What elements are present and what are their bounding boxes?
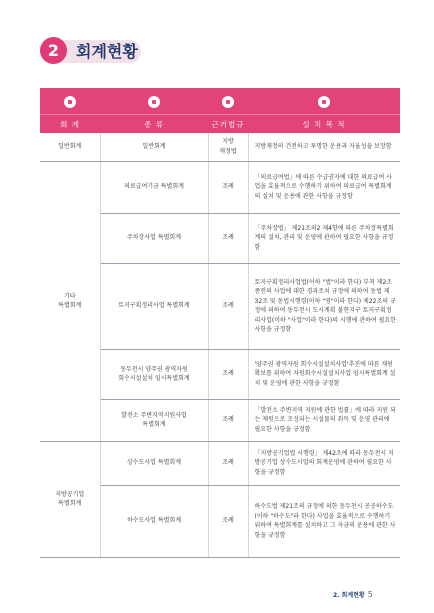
star-icon bbox=[148, 96, 160, 108]
account-category-cell bbox=[40, 161, 100, 441]
account-name-cell bbox=[100, 399, 208, 441]
account-name-cell: 일반회계 bbox=[100, 133, 208, 161]
account-category-cell bbox=[40, 441, 100, 557]
purpose-cell: 토지구획정리사업법(이하 "법"이라 한다) 부칙 제2조 종전의 사업에 대한 경과조치 규정에 의하여 동법 제32조 및 동법시행령(이하 "영"이라 한다) 제22조의 규정에 의하여 동두천시 도시계획 불현지구 토지구획정리사업(이하 "사업"이라 한다)의 시행에 관하여 필요한 사항을 규정함 bbox=[248, 263, 400, 349]
account-name-cell: 토지구획정리사업 특별회계 bbox=[100, 263, 208, 349]
legal-basis-cell bbox=[208, 133, 248, 161]
account-category-cell: 일반회계 bbox=[40, 133, 100, 161]
account-name-text: 발전소 주변지역지원사업 특별회계 bbox=[121, 411, 187, 428]
legal-basis-cell: 조례 bbox=[208, 399, 248, 441]
purpose-cell: 지방재정의 건전하고 투명한 운용과 자율성을 보장함 bbox=[248, 133, 400, 161]
header-type: 종 류 bbox=[100, 115, 208, 134]
header-icon-cell bbox=[208, 88, 248, 115]
accounts-table bbox=[40, 88, 400, 558]
account-name-cell bbox=[100, 349, 208, 399]
account-category-text: 기타 특별회계 bbox=[58, 292, 82, 309]
account-name-cell: 상수도사업 특별회계 bbox=[100, 441, 208, 485]
table-row bbox=[40, 441, 400, 485]
legal-basis-cell: 조례 bbox=[208, 213, 248, 263]
purpose-cell: 하수도법 제21조의 규정에 의한 동두천시 공공하수도(이하 "하수도"라 한다) 사업을 효율적으로 수행하기 위하여 특별회계를 설치하고 그 자금의 운용에 관한 사항을 규정함 bbox=[248, 485, 400, 557]
account-name-cell: 주차장사업 특별회계 bbox=[100, 213, 208, 263]
check-clipboard-icon bbox=[318, 96, 330, 108]
header-account: 회 계 bbox=[40, 115, 100, 134]
purpose-cell: 「지방공기업법 시행령」 제42조에 따라 동두천시 지방공기업 상수도사업의 회계운영에 관하여 필요한 사항을 규정함 bbox=[248, 441, 400, 485]
calculator-icon bbox=[64, 96, 76, 108]
legal-basis-cell: 조례 bbox=[208, 441, 248, 485]
header-basis: 근거법규 bbox=[208, 115, 248, 134]
page-footer bbox=[333, 590, 373, 599]
gavel-icon bbox=[222, 96, 234, 108]
legal-basis-cell: 조례 bbox=[208, 263, 248, 349]
legal-basis-cell: 조례 bbox=[208, 161, 248, 213]
table-row bbox=[40, 161, 400, 213]
header-icon-cell bbox=[248, 88, 400, 115]
account-category-text: 지방공기업 특별회계 bbox=[55, 490, 85, 507]
account-name-cell: 하수도사업 특별회계 bbox=[100, 485, 208, 557]
page-number: 5 bbox=[367, 590, 373, 599]
purpose-cell: 「발전소 주변지역 지원에 관한 법률」에 따라 지원 되는 재원으로 조성되는 시설물의 취득 및 운영 관리에 필요한 사항을 규정함 bbox=[248, 399, 400, 441]
table-row bbox=[40, 133, 400, 161]
footer-section-label: 2. 회계현황 bbox=[333, 592, 365, 599]
account-name-text: 동두천시 양주권 광역자원 회수시설설치 임시특별회계 bbox=[118, 365, 190, 382]
section-number-badge: 2 bbox=[40, 37, 67, 64]
account-name-cell: 의료급여기금 특별회계 bbox=[100, 161, 208, 213]
legal-basis-cell: 조례 bbox=[208, 349, 248, 399]
header-icon-cell bbox=[40, 88, 100, 115]
purpose-cell: 「의료급여법」에 따른 수급권자에 대한 의료급여 사업을 효율적으로 수행하기 위하여 의료급여 특별회계의 설치 및 운용에 관한 사항을 규정함 bbox=[248, 161, 400, 213]
legal-basis-text: 지방 재정법 bbox=[219, 138, 237, 155]
legal-basis-cell: 조례 bbox=[208, 485, 248, 557]
section-title: 회계현황 bbox=[76, 42, 138, 61]
header-purpose: 설 치 목 적 bbox=[248, 115, 400, 134]
header-icon-cell bbox=[100, 88, 208, 115]
purpose-cell: 「주차장법」 제21조의2 제4항에 따른 주차장특별회계의 설치, 관리 및 운영에 관하여 필요한 사항을 규정함 bbox=[248, 213, 400, 263]
purpose-cell: '양주권 광역자원 회수시설설치사업'추진에 따른 재원 확보를 위하여 자원회수시설설치사업 임시특별회계 설치 및 운영에 관한 사항을 규정함 bbox=[248, 349, 400, 399]
